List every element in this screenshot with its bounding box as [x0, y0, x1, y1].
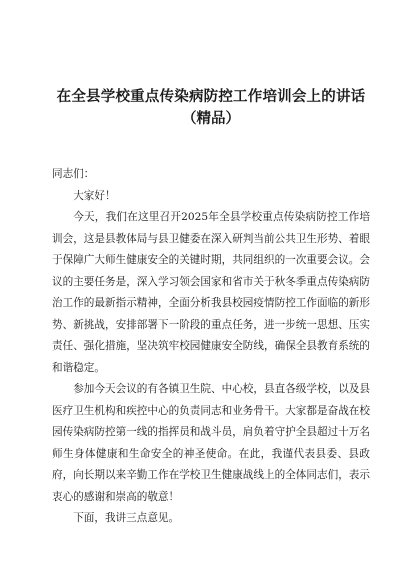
salutation: 同志们： [52, 168, 95, 180]
paragraph-attendees: 参加今天会议的有各镇卫生院、中心校，县直各级学校，以及县医疗卫生机构和疾控中心的负责同志和业务骨干。大家都是奋战在校园传染病防控第一线的指挥员和战斗员，肩负着守护全县超过十万名师生身体健康和生命安全的神圣使命。在此，我谨代表县委、县政府，向长期以来辛勤工作在学校卫生健康战线上的全体同志们，表示衷心的感谢和崇高的敬意！ [52, 383, 370, 503]
document-body [52, 164, 370, 530]
paragraph-greeting: 大家好！ [73, 189, 116, 202]
paragraph-intro: 今天，我们在这里召开2025年全县学校重点传染病防控工作培训会，这是县教体局与县卫健委在深入研判当前公共卫生形势、着眼于保障广大师生健康安全的关键时期，共同组织的一次重要会议。会议的主要任务是，深入学习领会国家和省市关于秋冬季重点传染病防治工作的最新指示精神，全面分析我县校园疫情防控工作面临的新形势、新挑战，安排部署下一阶段的重点任务，进一步统一思想、压实责任、强化措施，坚决筑牢校园健康安全防线，确保全县教育系统的和谐稳定。 [52, 211, 370, 374]
paragraph-transition: 下面，我讲三点意见。 [73, 512, 180, 524]
document-subtitle: （精品） [182, 111, 240, 127]
document-title: 在全县学校重点传染病防控工作培训会上的讲话 [56, 89, 366, 105]
